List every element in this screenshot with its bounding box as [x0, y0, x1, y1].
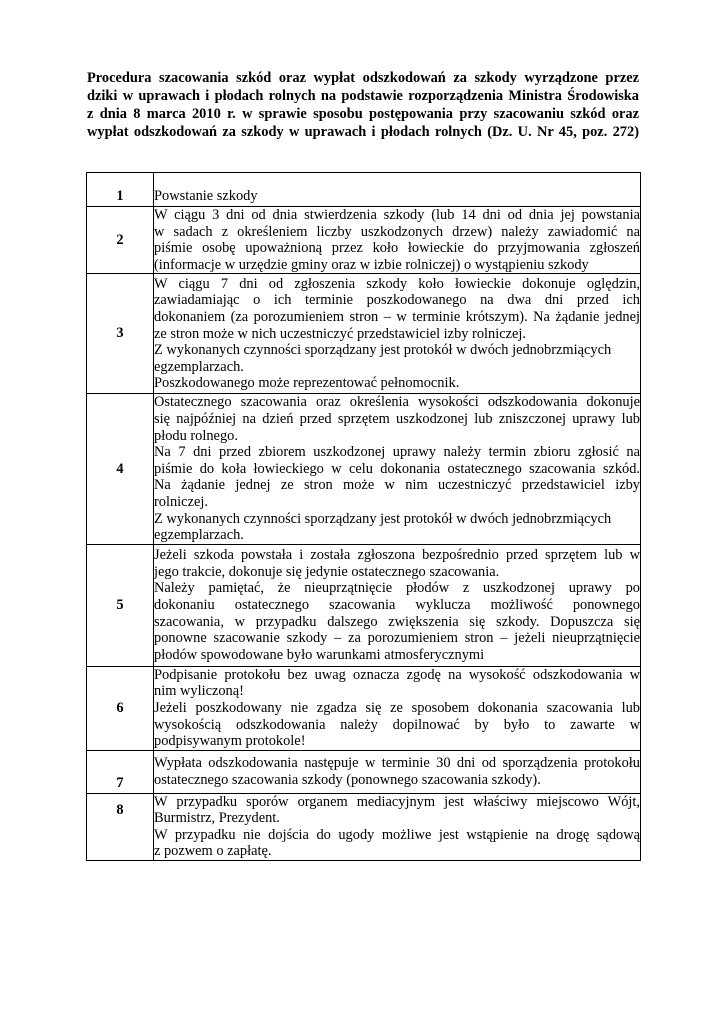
step-text-line: w sadach z określeniem liczby uszkodzonych drzew) należy zawiadomić na [154, 223, 640, 240]
step-number: 5 [87, 544, 154, 666]
step-number: 4 [87, 394, 154, 544]
procedure-row [87, 750, 641, 793]
title-line: wypłat odszkodowań za szkody w uprawach i płodach rolnych (Dz. U. Nr 45, poz. 272) [87, 124, 639, 140]
step-text-line: jego trakcie, dokonuje się jedynie ostatecznego szacowania. [154, 563, 500, 580]
step-number: 2 [87, 207, 154, 274]
step-text-line: płodów spowodowane było warunkami atmosferycznymi [154, 646, 485, 663]
step-text-line: Podpisanie protokołu bez uwag oznacza zgodę na wysokość odszkodowania w [154, 666, 640, 683]
step-text-line: nim wyliczoną! [154, 683, 244, 700]
step-number: 1 [87, 173, 154, 207]
step-text-line: z pozwem o zapłatę. [154, 843, 272, 860]
step-description [154, 666, 641, 750]
step-text-line: płodu rolnego. [154, 427, 238, 444]
step-text-line: ze stron może w nich uczestniczyć przedstawiciel izby rolniczej. [154, 325, 526, 342]
step-text-line: Z wykonanych czynności sporządzany jest protokół w dwóch jednobrzmiących [154, 510, 612, 527]
step-description [154, 173, 641, 207]
title-line: z dnia 8 marca 2010 r. w sprawie sposobu postępowania przy szacowaniu szkód oraz [87, 106, 639, 122]
step-text-line: piśmie osobę upoważnioną przez koło łowieckie do przyjmowania zgłoszeń [154, 240, 640, 257]
step-text-line: ponowne szacowanie szkody – za porozumieniem stron – jeżeli nieuprzątnięcie [154, 630, 640, 647]
step-text-line: egzemplarzach. [154, 358, 244, 375]
step-text-line: piśmie do koła łowieckiego w celu dokonania ostatecznego szacowania szkód. [154, 460, 640, 477]
title-line: Procedura szacowania szkód oraz wypłat odszkodowań za szkody wyrządzone przez [87, 70, 639, 86]
step-text-line: Z wykonanych czynności sporządzany jest protokół w dwóch jednobrzmiących [154, 342, 612, 359]
step-text-line: Poszkodowanego może reprezentować pełnomocnik. [154, 375, 460, 392]
procedure-row [87, 274, 641, 394]
step-description [154, 544, 641, 666]
step-text-line: W ciągu 7 dni od zgłoszenia szkody koło łowieckie dokonuje oględzin, [154, 275, 640, 292]
step-text-line: dokonaniem (za porozumieniem stron – w terminie krótszym). Na żądanie jednej [154, 308, 640, 325]
step-text-line: Na 7 dni przed zbiorem uszkodzonej uprawy należy termin zbioru zgłosić na [154, 444, 640, 461]
procedure-row [87, 544, 641, 666]
step-description [154, 274, 641, 394]
step-text-line: dokonaniu ostatecznego szacowania wyklucza możliwość ponownego [154, 596, 640, 613]
step-description [154, 394, 641, 544]
step-text-line: Jeżeli poszkodowany nie zgadza się ze sposobem dokonania szacowania lub [154, 699, 640, 716]
step-text-line: wysokością odszkodowania należy dopilnować by było to zawarte w [154, 716, 640, 733]
step-text-line: Powstanie szkody [154, 188, 258, 205]
step-text-line: się najpóźniej na dzień przed sprzętem uszkodzonej lub zniszczonej uprawy lub [154, 410, 640, 427]
step-description [154, 207, 641, 274]
step-text-line: Należy pamiętać, że nieuprzątnięcie płodów z uszkodzonej uprawy po [154, 580, 640, 597]
step-text-line: W przypadku nie dojścia do ugody możliwe jest wstąpienie na drogę sądową [154, 826, 640, 843]
step-description [154, 750, 641, 793]
procedure-row [87, 173, 641, 207]
step-text-line: podpisywanym protokole! [154, 733, 306, 750]
step-number: 3 [87, 274, 154, 394]
step-text-line: egzemplarzach. [154, 527, 244, 544]
step-number: 6 [87, 666, 154, 750]
procedure-row [87, 793, 641, 860]
procedure-row [87, 394, 641, 544]
step-text-line: zawiadamiając o ich terminie poszkodowanego na dwa dni przed ich [154, 292, 640, 309]
step-text-line: rolniczej. [154, 493, 208, 510]
step-text-line: ostatecznego szacowania szkody (ponownego szacowania szkody). [154, 771, 541, 788]
step-text-line: Jeżeli szkoda powstała i została zgłoszona bezpośrednio przed sprzętem lub w [154, 547, 640, 564]
title-line: dziki w uprawach i płodach rolnych na podstawie rozporządzenia Ministra Środowiska [87, 88, 639, 104]
step-number: 8 [87, 793, 154, 860]
step-text-line: Ostatecznego szacowania oraz określenia wysokości odszkodowania dokonuje [154, 394, 640, 411]
step-text-line: (informacje w urzędzie gminy oraz w izbie rolniczej) o wystąpieniu szkody [154, 256, 589, 273]
page-title [87, 69, 639, 141]
procedure-row [87, 666, 641, 750]
step-number: 7 [87, 750, 154, 793]
step-text-line: szacowania, w przypadku dalszego zwiększenia się szkody. Dopuszcza się [154, 613, 640, 630]
step-text-line: W przypadku sporów organem mediacyjnym jest właściwy miejscowo Wójt, [154, 793, 640, 810]
step-text-line: Burmistrz, Prezydent. [154, 810, 280, 827]
step-text-line: Na żądanie jednej ze stron może w nim uczestniczyć przedstawiciel izby [154, 477, 640, 494]
procedure-row [87, 207, 641, 274]
step-description [154, 793, 641, 860]
step-text-line: W ciągu 3 dni od dnia stwierdzenia szkody (lub 14 dni od dnia jej powstania [154, 207, 640, 223]
procedure-table [86, 172, 641, 861]
procedure-table-body [87, 173, 641, 861]
step-text-line: Wypłata odszkodowania następuje w terminie 30 dni od sporządzenia protokołu [154, 755, 640, 772]
